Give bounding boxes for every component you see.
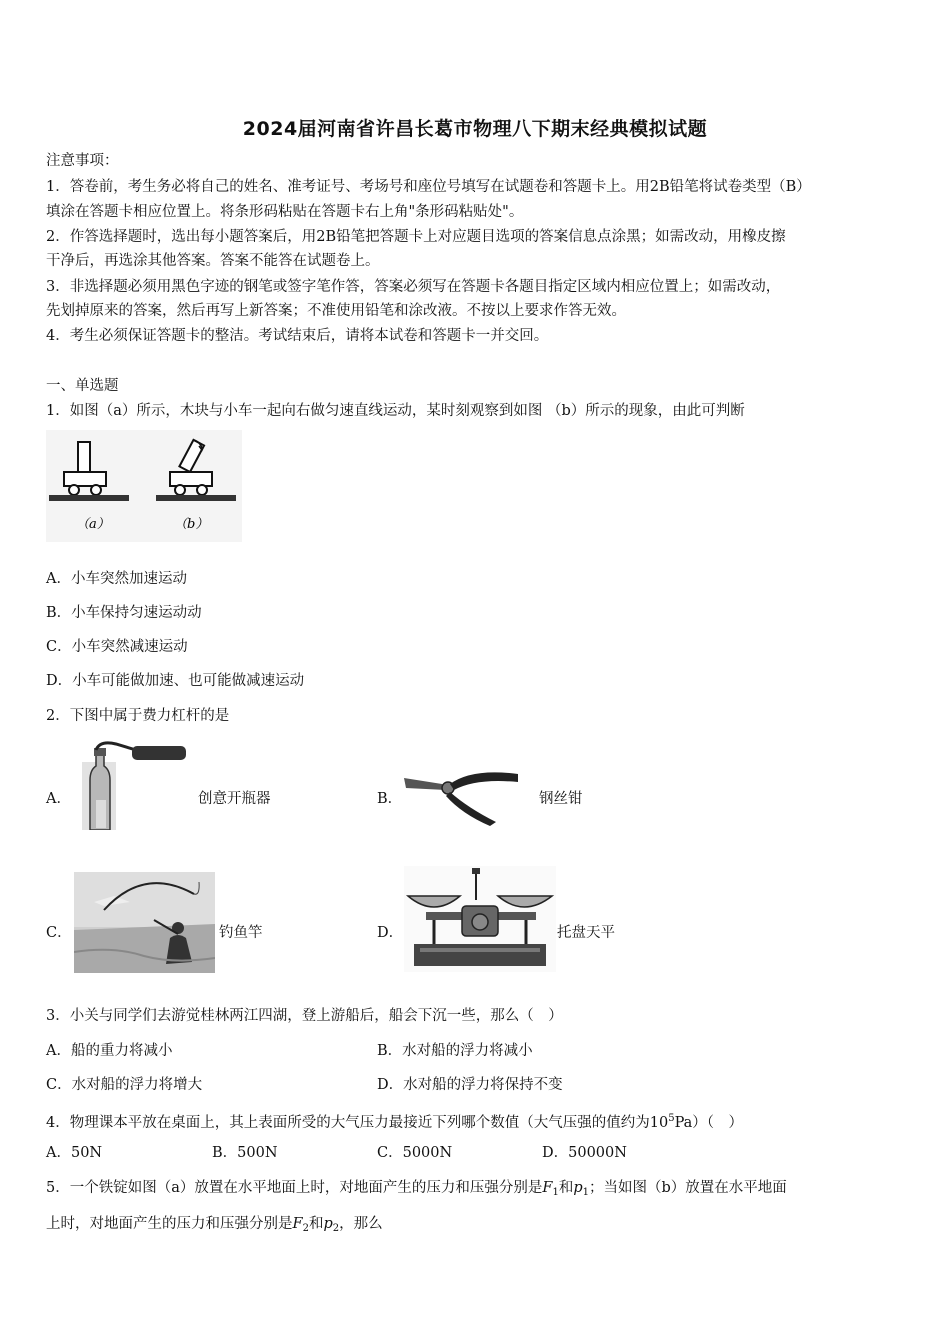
option-d: D．小车可能做加速、也可能做减速运动 <box>46 673 305 689</box>
option-a-letter: A． <box>46 791 71 807</box>
notice-line: 先划掉原来的答案，然后再写上新答案；不准使用铅笔和涂改液。不按以上要求作答无效。 <box>46 303 626 319</box>
bottle-opener-image <box>76 740 188 830</box>
option-c: C．小车突然减速运动 <box>46 639 188 655</box>
question-3-stem: 3．小关与同学们去游觉桂林两江四湖，登上游船后，船会下沉一些，那么（ ） <box>46 1008 563 1024</box>
notice-line: 填涂在答题卡相应位置上。将条形码粘贴在答题卡右上角"条形码粘贴处"。 <box>46 204 524 220</box>
option-a: A．船的重力将减小 <box>46 1043 173 1059</box>
option-a: A．50N <box>46 1145 103 1161</box>
option-b: B．500N <box>212 1145 278 1161</box>
figure-label-a: （a） <box>76 517 110 532</box>
figure-label-b: （b） <box>174 517 209 532</box>
page-title: 2024届河南省许昌长葛市物理八下期末经典模拟试题 <box>242 118 708 140</box>
notice-line: 2．作答选择题时，选出每小题答案后，用2B铅笔把答题卡上对应题目选项的答案信息点涂黑；如需改动，用橡皮擦 <box>46 229 786 245</box>
option-a-label: 创意开瓶器 <box>198 791 271 807</box>
notice-heading: 注意事项： <box>46 153 119 169</box>
option-c: C．水对船的浮力将增大 <box>46 1077 203 1093</box>
option-c-label: 钓鱼竿 <box>219 925 263 941</box>
notice-line: 4．考生必须保证答题卡的整洁。考试结束后，请将本试卷和答题卡一并交回。 <box>46 328 549 344</box>
question-2-stem: 2．下图中属于费力杠杆的是 <box>46 708 230 724</box>
question-5-stem-line2: 上时，对地面产生的压力和压强分别是$F_2$和$p_2$，那么 <box>46 1216 383 1234</box>
option-b-label: 钢丝钳 <box>539 791 583 807</box>
option-d: D．50000N <box>542 1145 627 1161</box>
section-heading: 一、单选题 <box>46 378 119 394</box>
option-d: D．水对船的浮力将保持不变 <box>377 1077 563 1093</box>
cart-figure <box>46 430 242 542</box>
option-b: B．水对船的浮力将减小 <box>377 1043 533 1059</box>
question-1-stem: 1．如图（a）所示，木块与小车一起向右做匀速直线运动，某时刻观察到如图 （b）所示的现象，由此可判断 <box>46 403 745 419</box>
option-c-letter: C． <box>46 925 72 941</box>
question-5-stem-line1: 5．一个铁锭如图（a）放置在水平地面上时，对地面产生的压力和压强分别是$F_1$和$p_1$；当如图（b）放置在水平地面 <box>46 1180 787 1198</box>
fishing-rod-image <box>74 872 215 973</box>
notice-line: 3．非选择题必须用黑色字迹的钢笔或签字笔作答，答案必须写在答题卡各题目指定区域内相应位置上；如需改动， <box>46 279 781 295</box>
notice-line: 干净后，再选涂其他答案。答案不能答在试题卷上。 <box>46 253 380 269</box>
option-c: C．5000N <box>377 1145 453 1161</box>
pliers-image <box>402 764 520 826</box>
option-d-label: 托盘天平 <box>557 925 615 941</box>
balance-scale-image <box>404 866 556 972</box>
question-4-stem: 4．物理课本平放在桌面上，其上表面所受的大气压力最接近下列哪个数值（大气压强的值约为$10^5Pa$）（ ） <box>46 1113 744 1131</box>
notice-line: 1．答卷前，考生务必将自己的姓名、准考证号、考场号和座位号填写在试题卷和答题卡上。用2B铅笔将试卷类型（B） <box>46 179 811 195</box>
option-d-letter: D． <box>377 925 404 941</box>
option-b-letter: B． <box>377 791 403 807</box>
option-a: A．小车突然加速运动 <box>46 571 187 587</box>
option-b: B．小车保持匀速运动动 <box>46 605 202 621</box>
